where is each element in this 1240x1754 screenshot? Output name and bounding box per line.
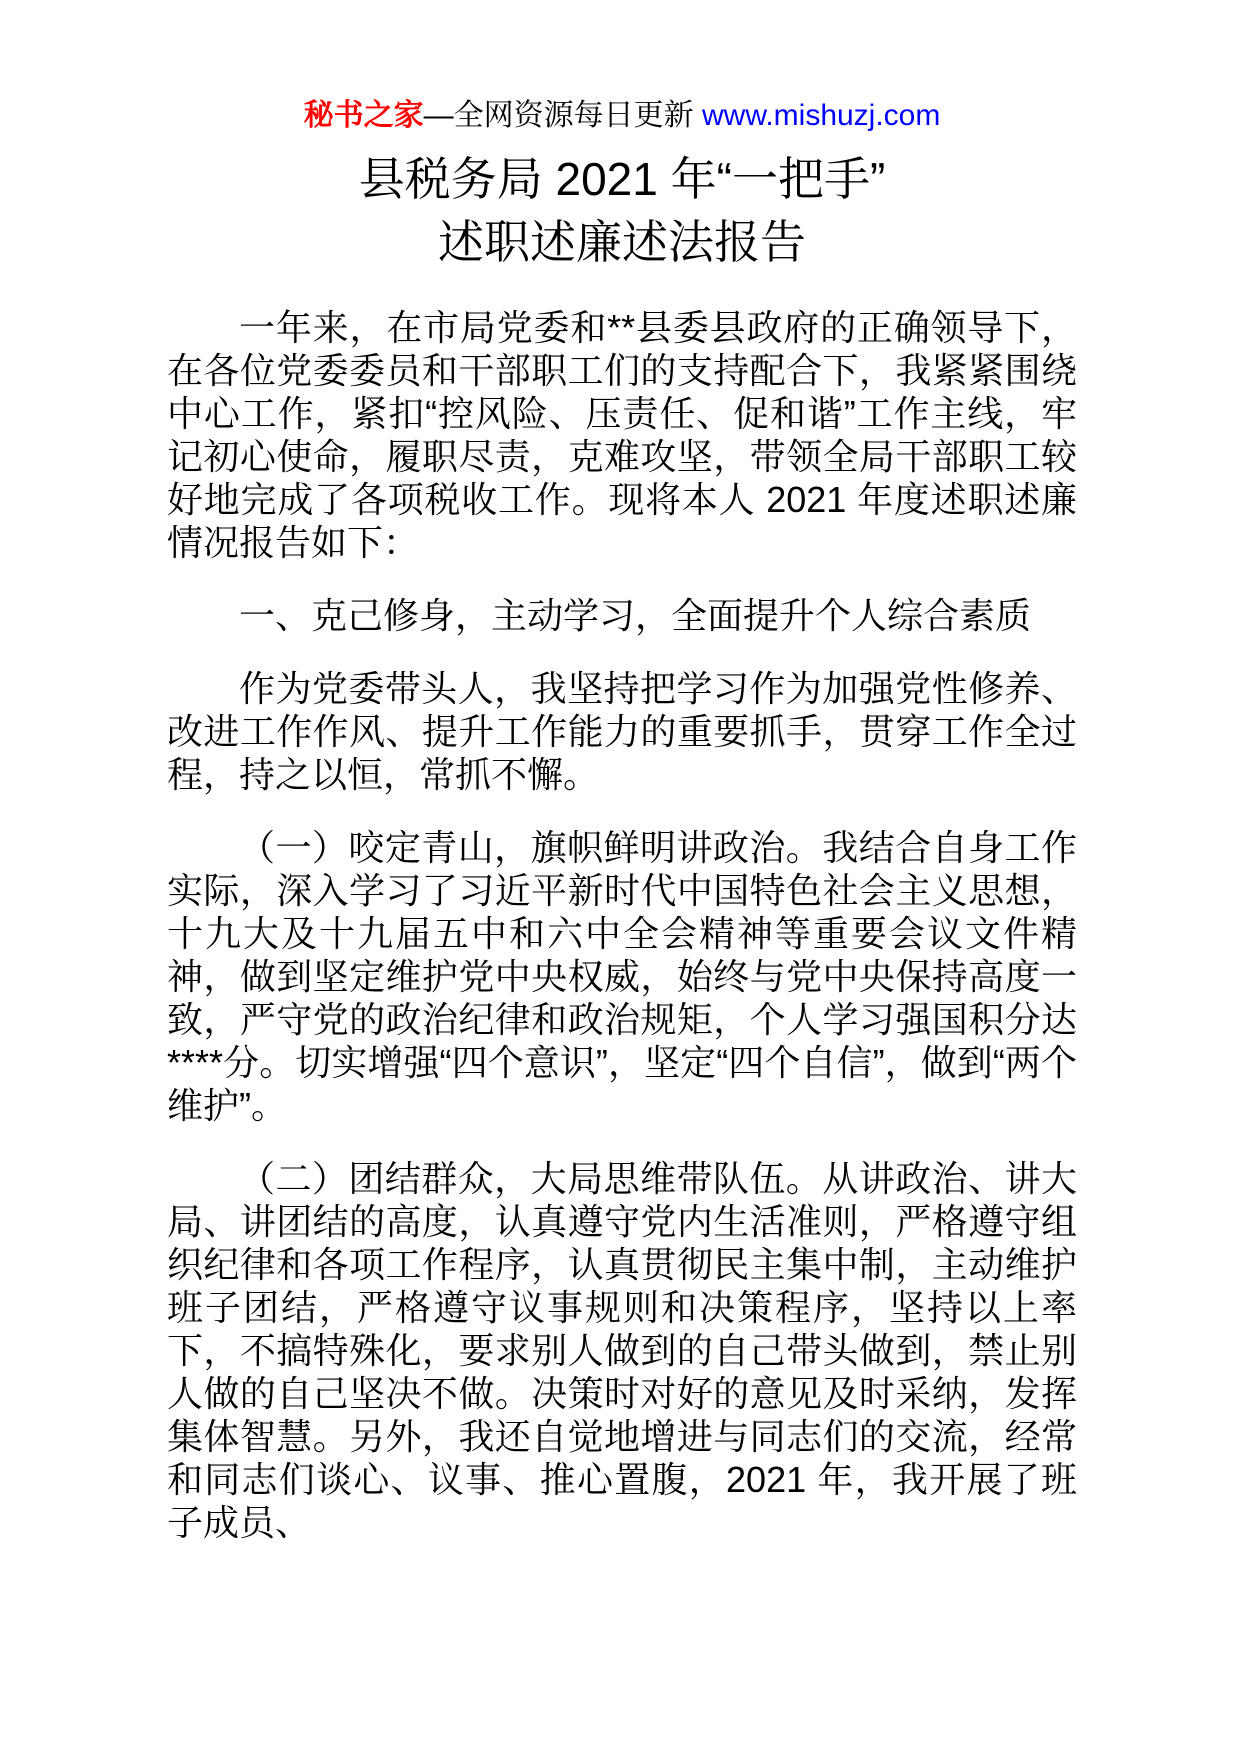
document-title-line-2: 述职述廉述法报告 bbox=[438, 216, 806, 268]
body-paragraph-study: 作为党委带头人，我坚持把学习作为加强党性修养、改进工作作风、提升工作能力的重要抓手，贯穿工作全过程，持之以恒，常抓不懈。 bbox=[167, 668, 1077, 795]
document-body bbox=[167, 306, 1077, 1544]
section-heading-1: 一、克己修身，主动学习，全面提升个人综合素质 bbox=[239, 595, 1032, 636]
document-title-line-1: 县税务局 2021 年“一把手” bbox=[358, 153, 886, 205]
body-paragraph-sub2: （二）团结群众，大局思维带队伍。从讲政治、讲大局、讲团结的高度，认真遵守党内生活准则，严格遵守组织纪律和各项工作程序，认真贯彻民主集中制，主动维护班子团结，严格遵守议事规则和决策程序，坚持以上率下，不搞特殊化，要求别人做到的自己带头做到，禁止别人做的自己坚决不做。决策时对好的意见及时采纳，发挥集体智慧。另外，我还自觉地增进与同志们的交流，经常和同志们谈心、议事、推心置腹，2021 年，我开展了班子成员、 bbox=[167, 1158, 1077, 1543]
site-tagline: —全网资源每日更新 bbox=[423, 99, 702, 132]
site-brand: 秘书之家 bbox=[303, 99, 424, 132]
body-paragraph-intro: 一年来，在市局党委和**县委县政府的正确领导下，在各位党委委员和干部职工们的支持配合下，我紧紧围绕中心工作，紧扣“控风险、压责任、促和谐”工作主线，牢记初心使命，履职尽责，克难攻坚，带领全局干部职工较好地完成了各项税收工作。现将本人 2021 年度述职述廉情况报告如下： bbox=[167, 307, 1077, 563]
body-paragraph-sub1: （一）咬定青山，旗帜鲜明讲政治。我结合自身工作实际，深入学习了习近平新时代中国特色社会主义思想，十九大及十九届五中和六中全会精神等重要会议文件精神，做到坚定维护党中央权威，始终与党中央保持高度一致，严守党的政治纪律和政治规矩，个人学习强国积分达****分。切实增强“四个意识”，坚定“四个自信”，做到“两个维护”。 bbox=[167, 827, 1077, 1126]
site-header bbox=[167, 96, 1077, 136]
document-title bbox=[167, 148, 1077, 274]
site-url-link[interactable]: www.mishuzj.com bbox=[701, 99, 941, 132]
